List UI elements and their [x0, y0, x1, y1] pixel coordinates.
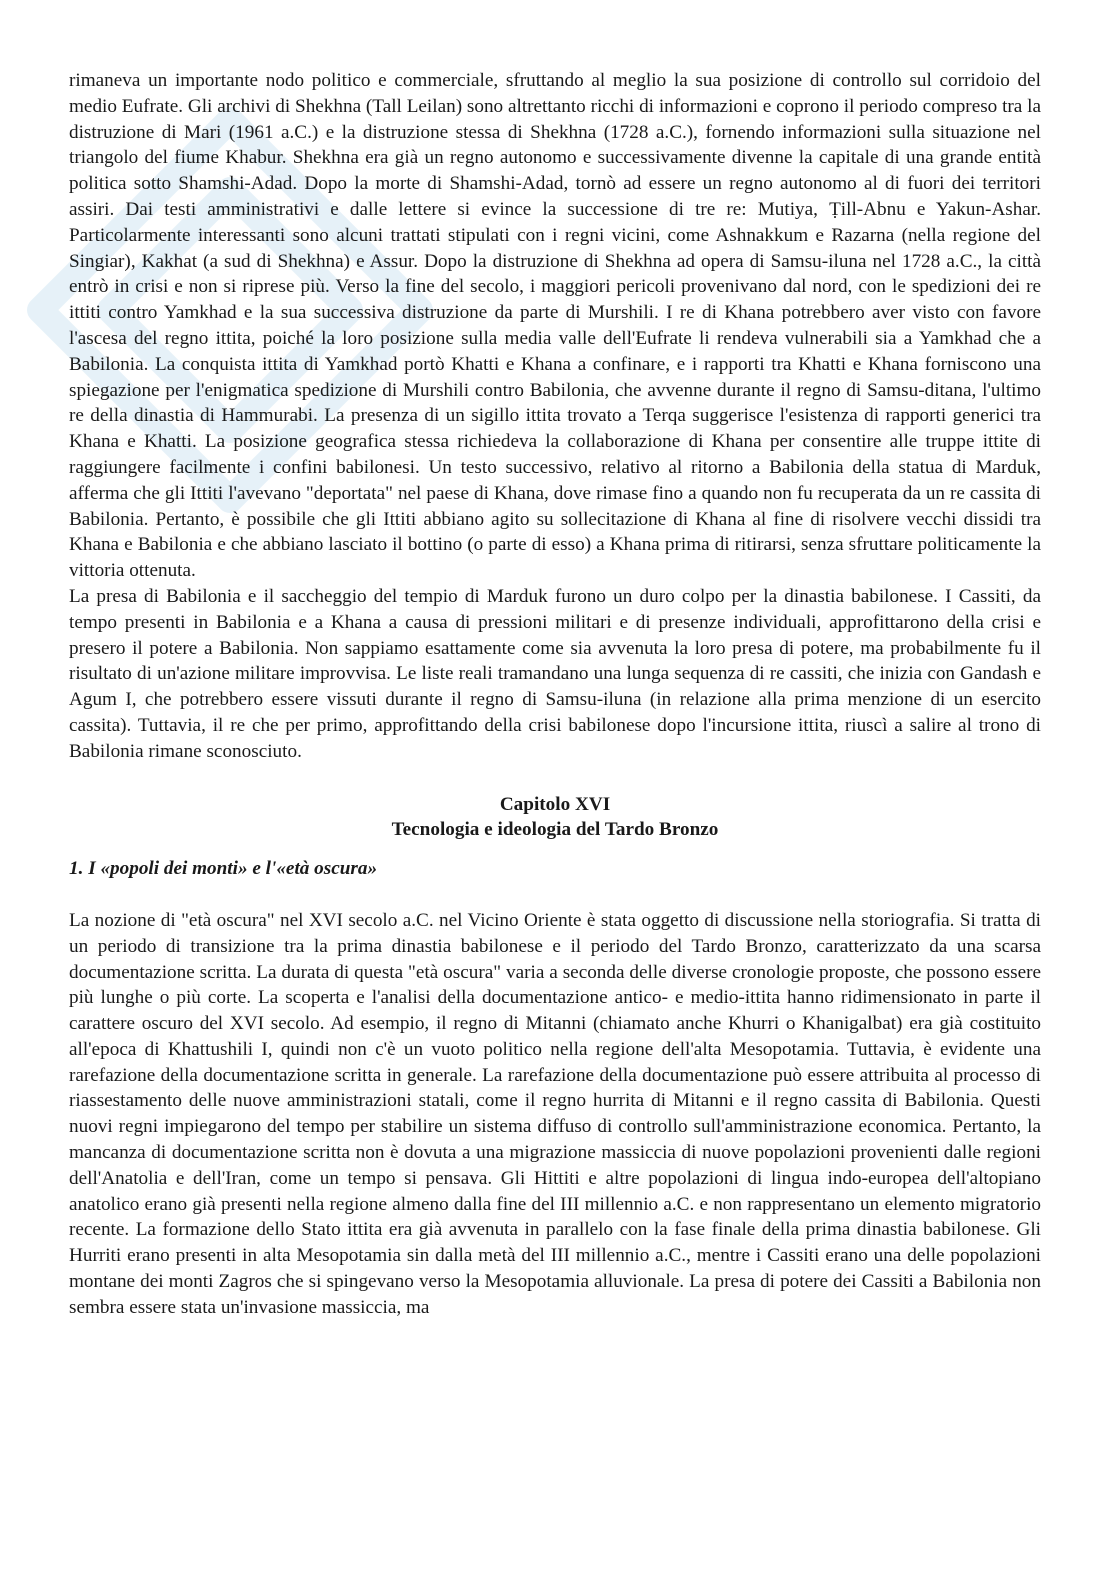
chapter-heading [69, 792, 1041, 844]
paragraph-shekhna-khana: rimaneva un importante nodo politico e commerciale, sfruttando al meglio la sua posizione di controllo sul corridoio del medio Eufrate. Gli archivi di Shekhna (Tall Leilan) sono altrettanto ricchi di informazioni e coprono il periodo compreso tra la distruzione di Mari (1961 a.C.) e la distruzione stessa di Shekhna (1728 a.C.), fornendo informazioni sulla situazione nel triangolo del fiume Khabur. Shekhna era già un regno autonomo e successivamente divenne la capitale di una grande entità politica sotto Shamshi-Adad. Dopo la morte di Shamshi-Adad, tornò ad essere un regno autonomo al di fuori dei territori assiri. Dai testi amministrativi e dalle lettere si evince la successione di tre re: Mutiya, Ṭill-Abnu e Yakun-Ashar. Particolarmente interessanti sono alcuni trattati stipulati con i regni vicini, come Ashnakkum e Razarna (nella regione del Singiar), Kakhat (a sud di Shekhna) e Assur. Dopo la distruzione di Shekhna ad opera di Samsu-iluna nel 1728 a.C., la città entrò in crisi e non si riprese più. Verso la fine del secolo, i maggiori pericoli provenivano dal nord, con le spedizioni dei re ittiti contro Yamkhad e la sua successiva distruzione da parte di Murshili. I re di Khana potrebbero aver visto con favore l'ascesa del regno ittita, poiché la loro posizione sulla media valle dell'Eufrate li rendeva vulnerabili sia a Yamkhad che a Babilonia. La conquista ittita di Yamkhad portò Khatti e Khana a confinare, e i rapporti tra Khatti e Khana forniscono una spiegazione per l'enigmatica spedizione di Murshili contro Babilonia, che avvenne durante il regno di Samsu-ditana, l'ultimo re della dinastia di Hammurabi. La presenza di un sigillo ittita trovato a Terqa suggerisce l'esistenza di rapporti generici tra Khana e Khatti. La posizione geografica stessa richiedeva la collaborazione di Khana per consentire alle truppe ittite di raggiungere facilmente i confini babilonesi. Un testo successivo, relativo al ritorno a Babilonia della statua di Marduk, afferma che gli Ittiti l'avevano "deportata" nel paese di Khana, dove rimase fino a quando non fu recuperata da un re cassita di Babilonia. Pertanto, è possibile che gli Ittiti abbiano agito su sollecitazione di Khana al fine di risolvere vecchi dissidi tra Khana e Babilonia e che abbiano lasciato il bottino (o parte di esso) a Khana prima di ritirarsi, senza sfruttare politicamente la vittoria ottenuta. [69, 70, 1041, 582]
document-page [69, 68, 1041, 1321]
section-spacer [69, 882, 1041, 908]
chapter-number: Capitolo XVI [499, 793, 611, 815]
paragraph-presa-di-babilonia: La presa di Babilonia e il saccheggio del tempio di Marduk furono un duro colpo per la dinastia babilonese. I Cassiti, da tempo presenti in Babilonia e a Khana a causa di pressioni militari e di presenze individuali, approfittarono della crisi e presero il potere a Babilonia. Non sappiamo esattamente come sia avvenuta la loro presa di potere, ma probabilmente fu il risultato di un'azione militare improvvisa. Le liste reali tramandano una lunga sequenza di re cassiti, che inizia con Gandash e Agum I, che potrebbero essere vissuti durante il regno di Samsu-iluna (in relazione alla prima menzione di un esercito cassita). Tuttavia, il re che per primo, approfittando della crisi babilonese dopo l'incursione ittita, riuscì a salire al trono di Babilonia rimane sconosciuto. [69, 585, 1041, 762]
paragraph-eta-oscura: La nozione di "età oscura" nel XVI secolo a.C. nel Vicino Oriente è stata oggetto di discussione nella storiografia. Si tratta di un periodo di transizione tra la prima dinastia babilonese e il periodo del Tardo Bronzo, caratterizzato da una scarsa documentazione scritta. La durata di questa "età oscura" varia a seconda delle diverse cronologie proposte, che possono essere più lunghe o più corte. La scoperta e l'analisi della documentazione antico- e medio-ittita hanno ridimensionato in parte il carattere oscuro del XVI secolo. Ad esempio, il regno di Mitanni (chiamato anche Khurri o Khanigalbat) era già costituito all'epoca di Khattushili I, quindi non c'è un vuoto politico nella regione dell'alta Mesopotamia. Tuttavia, è evidente una rarefazione della documentazione scritta in generale. La rarefazione della documentazione può essere attribuita al processo di riassestamento delle nuove amministrazioni statali, come il regno hurrita di Mitanni e il regno cassita di Babilonia. Questi nuovi regni impiegarono del tempo per stabilire un sistema diffuso di controllo sull'amministrazione economica. Pertanto, la mancanza di documentazione scritta non è dovuta a una migrazione massiccia di nuove popolazioni provenienti dalle regioni dell'Anatolia e dell'Iran, come un tempo si pensava. Gli Hittiti e altre popolazioni di lingua indo-europea dell'altopiano anatolico erano già presenti nella regione almeno dalla fine del III millennio a.C. e non rappresentano un elemento migratorio recente. La formazione dello Stato ittita era già avvenuta in parallelo con la fase finale della prima dinastia babilonese. Gli Hurriti erano presenti in alta Mesopotamia sin dalla metà del III millennio a.C., mentre i Cassiti erano una delle popolazioni montane dei monti Zagros che si spingevano verso la Mesopotamia alluvionale. La presa di potere dei Cassiti a Babilonia non sembra essere stata un'invasione massiccia, ma [69, 909, 1041, 1318]
section-title: 1. I «popoli dei monti» e l'«età oscura» [69, 858, 378, 880]
chapter-title: Tecnologia e ideologia del Tardo Bronzo [391, 819, 719, 841]
